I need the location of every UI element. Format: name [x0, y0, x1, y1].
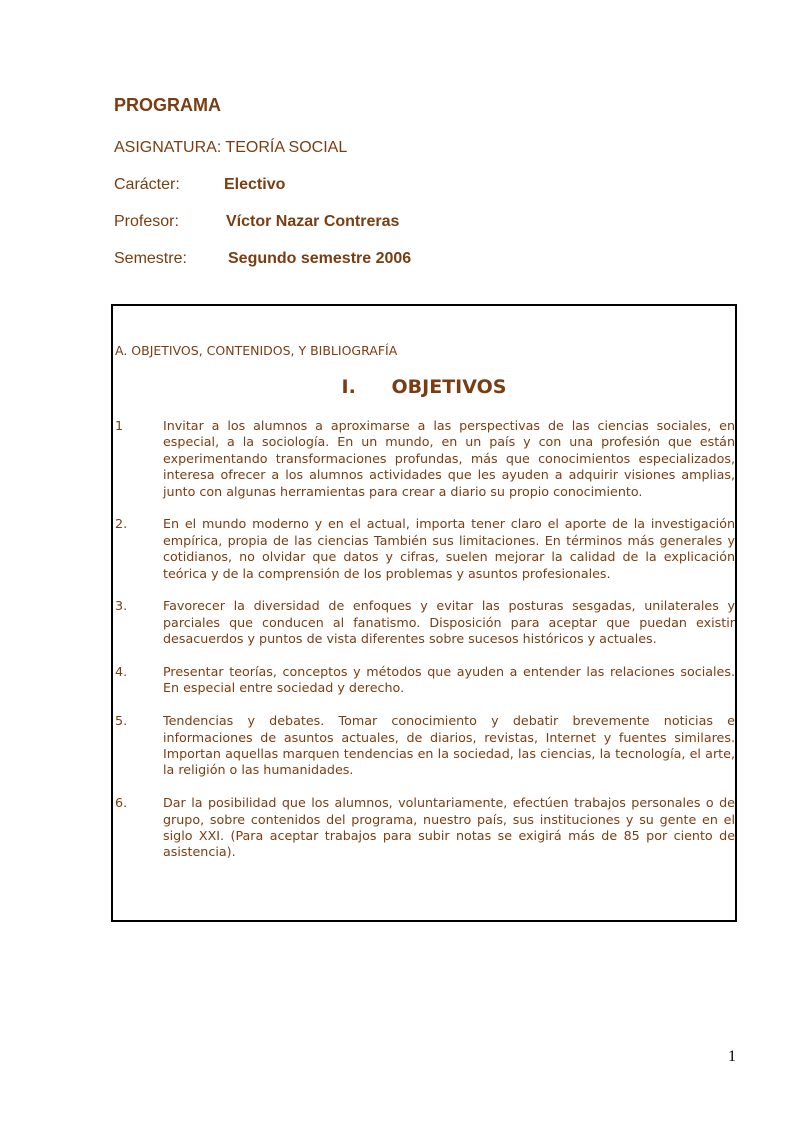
field-semester: [114, 250, 412, 268]
field-label: Carácter:: [114, 176, 180, 193]
field-label: Semestre:: [114, 250, 187, 267]
heading-number: I.: [341, 376, 356, 398]
item-number: 2.: [115, 516, 128, 532]
list-item: [115, 418, 735, 500]
item-text: Tendencias y debates. Tomar conocimiento y debatir brevemente noticias e informaciones de asuntos actuales, de diarios, revistas, Internet y fuentes similares. Importan aquellas marquen tendencias en la sociedad, las ciencias, la tecnología, el arte, la religión o las humanidades.: [163, 713, 735, 778]
field-professor: [114, 213, 400, 231]
field-value: Víctor Nazar Contreras: [226, 213, 400, 230]
item-number: 6.: [115, 795, 128, 811]
page-number: 1: [728, 1048, 736, 1065]
objectives-heading: [113, 376, 735, 398]
item-text: Invitar a los alumnos a aproximarse a las perspectivas de las ciencias sociales, en especial, a la sociología. En un mundo, en un país y con una profesión que están experimentando transformaciones profundas, más que conocimientos especializados, interesa ofrecer a los alumnos actividades que les ayuden a adquirir visiones amplias, junto con algunas herramientas para crear a diario su propio conocimiento.: [163, 418, 735, 499]
field-value: Electivo: [224, 176, 286, 193]
list-item: [115, 795, 735, 861]
section-label: A. OBJETIVOS, CONTENIDOS, Y BIBLIOGRAFÍA: [115, 343, 398, 358]
item-number: 4.: [115, 664, 128, 680]
item-number: 1: [115, 418, 124, 433]
item-text: Presentar teorías, conceptos y métodos que ayuden a entender las relaciones sociales. En especial entre sociedad y derecho.: [163, 664, 735, 696]
list-item: [115, 664, 735, 697]
item-text: Dar la posibilidad que los alumnos, voluntariamente, efectúen trabajos personales o de grupo, sobre contenidos del programa, nuestro país, sus instituciones y su gente en el siglo XXI. (Para aceptar trabajos para subir notas se exigirá más de 85 por ciento de asistencia).: [163, 795, 735, 860]
heading-text: OBJETIVOS: [391, 376, 507, 398]
list-item: [115, 516, 735, 582]
field-value: Segundo semestre 2006: [228, 250, 412, 267]
objectives-box: [111, 304, 737, 922]
item-number: 5.: [115, 713, 128, 729]
field-label: Profesor:: [114, 213, 179, 230]
item-text: Favorecer la diversidad de enfoques y evitar las posturas sesgadas, unilaterales y parciales que conducen al fanatismo. Disposición para aceptar que puedan existir desacuerdos y puntos de vista diferentes sobre sucesos históricos y actuales.: [163, 598, 735, 647]
item-text: En el mundo moderno y en el actual, importa tener claro el aporte de la investigación empírica, propia de las ciencias También sus limitaciones. En términos más generales y cotidianos, no olvidar que datos y cifras, suelen mejorar la calidad de la explicación teórica y de la comprensión de los problemas y asuntos profesionales.: [163, 516, 735, 581]
subject-line: ASIGNATURA: TEORÍA SOCIAL: [114, 139, 348, 156]
field-character: [114, 176, 286, 194]
objectives-list: [115, 418, 735, 877]
item-number: 3.: [115, 598, 128, 614]
list-item: [115, 713, 735, 779]
list-item: [115, 598, 735, 647]
program-title: PROGRAMA: [114, 95, 221, 115]
